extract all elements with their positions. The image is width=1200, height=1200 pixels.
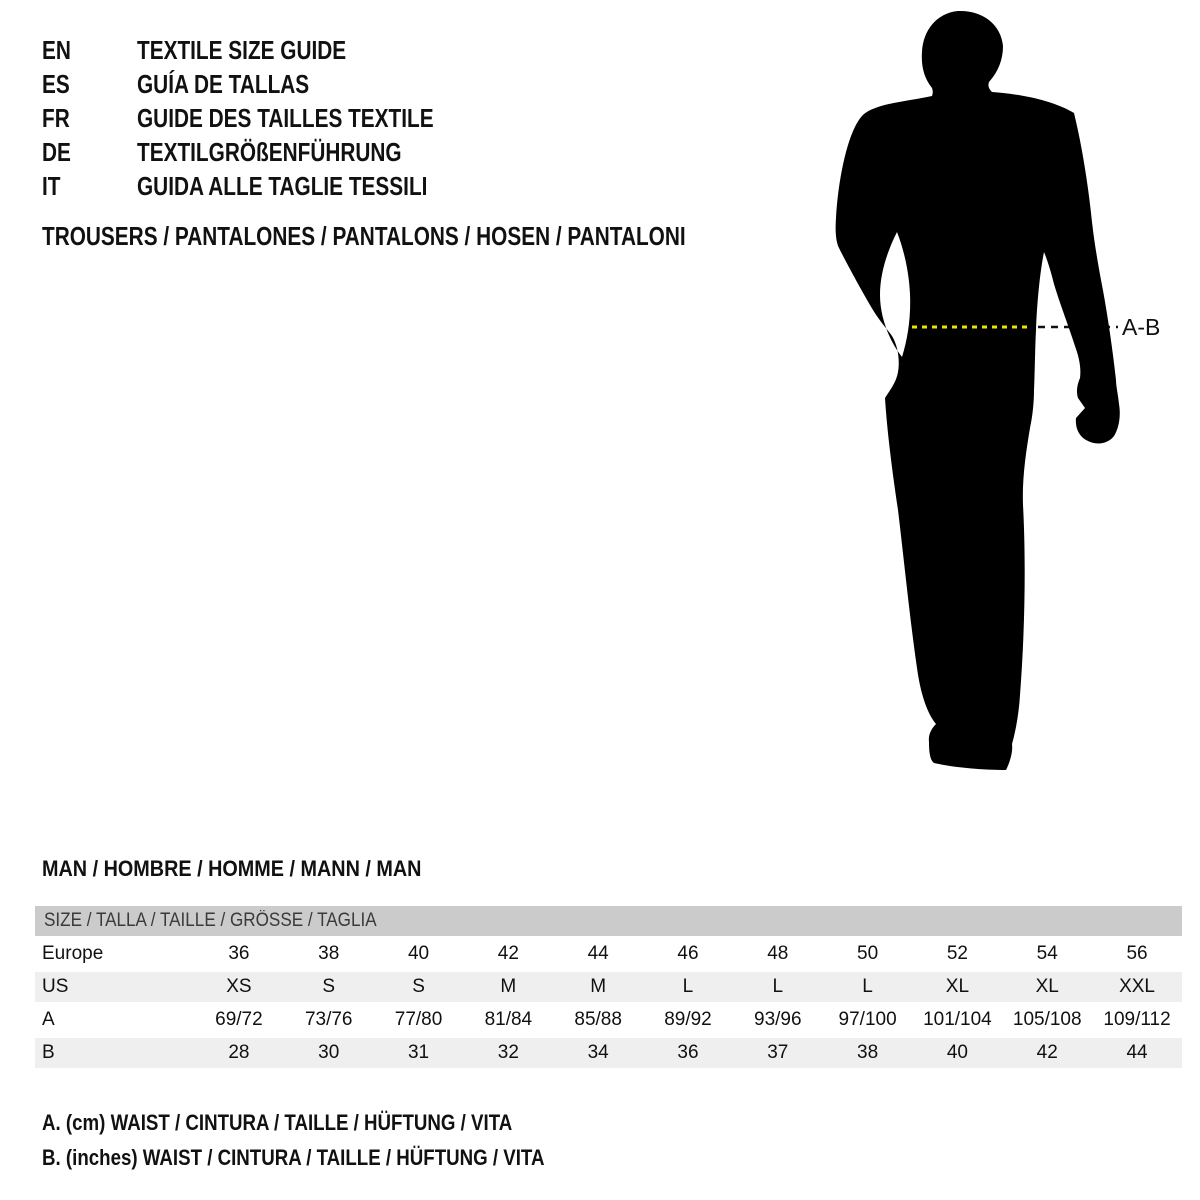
language-row — [42, 33, 508, 67]
language-title-block — [42, 33, 508, 203]
size-table-header — [35, 906, 1182, 936]
table-cell: 50 — [857, 943, 879, 964]
table-cell: L — [682, 976, 694, 997]
language-code — [42, 33, 137, 67]
language-title-text: GUIDE DES TAILLES TEXTILE — [137, 103, 434, 133]
table-cell: XS — [226, 976, 252, 997]
table-cell: 30 — [318, 1042, 340, 1063]
table-cell: 54 — [1036, 943, 1058, 964]
table-cell: 109/112 — [1103, 1009, 1171, 1030]
table-cell: L — [862, 976, 873, 997]
language-title — [137, 135, 468, 169]
table-cell: 85/88 — [574, 1009, 622, 1030]
table-cell: 36 — [677, 1042, 699, 1063]
table-cell: 38 — [857, 1042, 879, 1063]
table-cell: M — [590, 976, 607, 997]
table-cell: 31 — [407, 1042, 430, 1063]
footnotes — [42, 1110, 633, 1180]
category-heading-text: TROUSERS / PANTALONES / PANTALONS / HOSEN / PANTALONI — [42, 221, 686, 251]
table-cell: 52 — [946, 943, 968, 964]
table-cell: M — [500, 976, 517, 997]
table-cell: 42 — [497, 943, 519, 964]
table-cell: 73/76 — [304, 1009, 353, 1030]
section-heading — [42, 858, 464, 880]
language-title-text: GUIDA ALLE TAGLIE TESSILI — [137, 171, 428, 201]
section-heading-text: MAN / HOMBRE / HOMME / MANN / MAN — [42, 856, 422, 881]
language-code-text: FR — [42, 103, 70, 133]
footnote-text: A. (cm) WAIST / CINTURA / TAILLE / HÜFTUNG / VITA — [42, 1110, 513, 1135]
table-cell: 101/104 — [923, 1009, 992, 1030]
measure-label: A-B — [1122, 314, 1161, 340]
table-cell: 44 — [1126, 1042, 1148, 1063]
table-cell: XXL — [1119, 976, 1155, 997]
table-cell: XL — [1035, 976, 1059, 997]
language-code-text: IT — [42, 171, 61, 201]
row-label: US — [42, 976, 69, 997]
row-label: B — [42, 1042, 55, 1063]
table-cell: S — [412, 976, 425, 997]
table-cell: 38 — [318, 943, 340, 964]
table-cell: 42 — [1036, 1042, 1058, 1063]
table-row-a — [35, 1005, 1182, 1035]
footnote-line — [42, 1145, 633, 1171]
table-cell: 56 — [1126, 943, 1148, 964]
table-cell: 44 — [587, 943, 609, 964]
table-cell: 97/100 — [838, 1009, 897, 1030]
table-cell: 37 — [767, 1042, 789, 1063]
language-title — [137, 67, 352, 101]
table-row-b — [35, 1038, 1182, 1068]
table-cell: S — [322, 976, 336, 997]
language-row — [42, 169, 508, 203]
language-row — [42, 67, 508, 101]
table-cell: L — [772, 976, 784, 997]
size-table-body — [35, 939, 1182, 1068]
table-cell: 46 — [677, 943, 699, 964]
size-figure — [820, 0, 1180, 790]
table-cell: 77/80 — [394, 1009, 443, 1030]
table-cell: 40 — [946, 1042, 968, 1063]
language-code-text: ES — [42, 69, 70, 99]
language-title — [137, 169, 500, 203]
table-cell: XL — [945, 976, 970, 997]
table-cell: 89/92 — [664, 1009, 712, 1030]
language-code — [42, 169, 137, 203]
table-row-europe — [35, 939, 1182, 969]
table-cell: 36 — [228, 943, 250, 964]
language-code — [42, 67, 137, 101]
footnote-text: B. (inches) WAIST / CINTURA / TAILLE / HÜFTUNG / VITA — [42, 1145, 545, 1170]
language-row — [42, 135, 508, 169]
table-cell: 81/84 — [484, 1009, 533, 1030]
row-label: A — [42, 1009, 55, 1030]
table-cell: 48 — [767, 943, 789, 964]
table-cell: 32 — [497, 1042, 519, 1063]
language-title-text: TEXTILE SIZE GUIDE — [137, 35, 347, 65]
man-silhouette — [836, 11, 1120, 770]
language-title — [137, 33, 398, 67]
language-code-text: DE — [42, 137, 71, 167]
language-code — [42, 135, 137, 169]
table-cell: 40 — [407, 943, 430, 964]
language-row — [42, 101, 508, 135]
size-table — [35, 906, 1182, 1071]
table-cell: 34 — [587, 1042, 609, 1063]
language-code — [42, 101, 137, 135]
table-cell: 105/108 — [1012, 1009, 1082, 1030]
table-cell: 93/96 — [754, 1009, 802, 1030]
table-cell: 28 — [228, 1042, 250, 1063]
size-table-header-text: SIZE / TALLA / TAILLE / GRÖSSE / TAGLIA — [44, 910, 377, 931]
table-row-us — [35, 972, 1182, 1002]
row-label: Europe — [42, 943, 104, 964]
language-title-text: TEXTILGRÖßENFÜHRUNG — [137, 137, 402, 167]
footnote-line — [42, 1110, 633, 1136]
table-cell: 69/72 — [215, 1009, 263, 1030]
category-heading — [42, 222, 847, 250]
language-code-text: EN — [42, 35, 71, 65]
language-title-text: GUÍA DE TALLAS — [137, 69, 310, 99]
language-title — [137, 101, 508, 135]
